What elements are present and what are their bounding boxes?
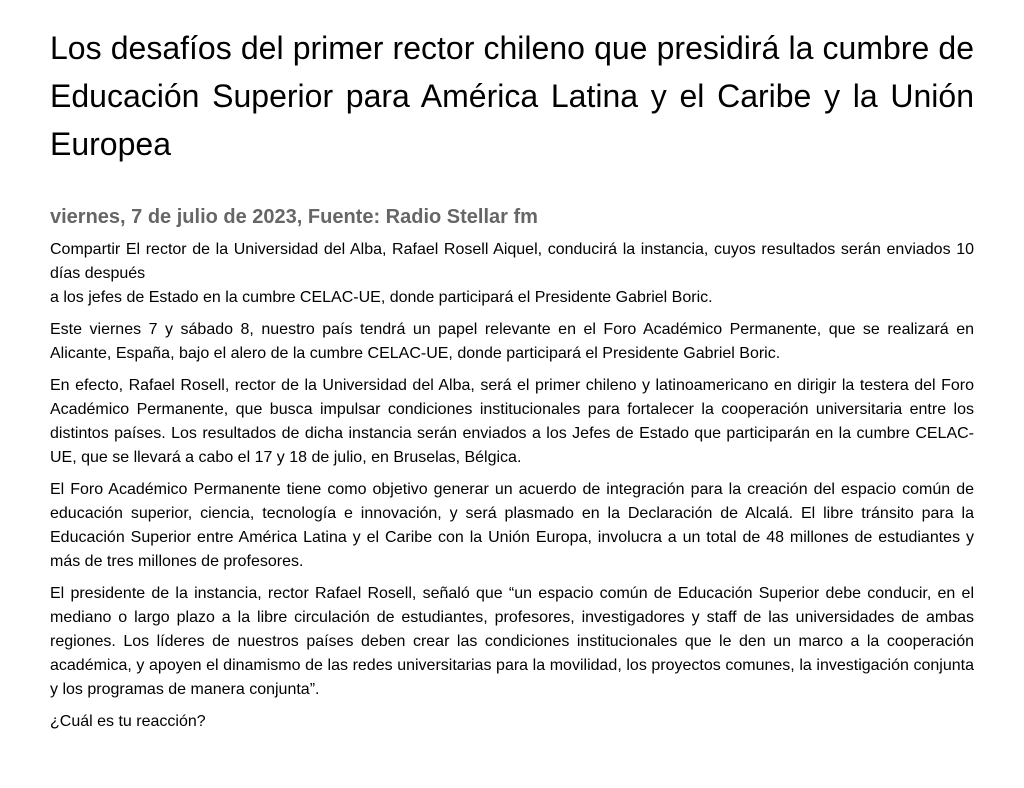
body-paragraph: En efecto, Rafael Rosell, rector de la Universidad del Alba, será el primer chileno y latinoamericano en dirigir la testera del Foro Académico Permanente, que busca impulsar condiciones institucionales para fortalecer la cooperación universitaria entre los distintos países. Los resultados de dicha instancia serán enviados a los Jefes de Estado que participarán en la cumbre CELAC-UE, que se llevará a cabo el 17 y 18 de julio, en Bruselas, Bélgica. — [50, 377, 974, 466]
lead-line: a los jefes de Estado en la cumbre CELAC-UE, donde participará el Presidente Gabriel Boric. — [50, 289, 713, 306]
body-paragraph: El presidente de la instancia, rector Rafael Rosell, señaló que “un espacio común de Educación Superior debe conducir, en el mediano o largo plazo a la libre circulación de estudiantes, profesores, investigadores y staff de las universidades de ambas regiones. Los líderes de nuestros países deben crear las condiciones institucionales que le den un marco a la cooperación académica, y apoyen el dinamismo de las redes universitarias para la movilidad, los proyectos comunes, la investigación conjunta y los programas de manera conjunta”. — [50, 585, 974, 698]
lead-paragraph — [50, 238, 974, 310]
article — [50, 24, 974, 734]
lead-line: Compartir El rector de la Universidad del Alba, Rafael Rosell Aiquel, conducirá la instancia, cuyos resultados serán enviados 10 días después — [50, 241, 974, 282]
body-paragraph: El Foro Académico Permanente tiene como objetivo generar un acuerdo de integración para la creación del espacio común de educación superior, ciencia, tecnología e innovación, y será plasmado en la Declaración de Alcalá. El libre tránsito para la Educación Superior entre América Latina y el Caribe con la Unión Europa, involucra a un total de 48 millones de estudiantes y más de tres millones de profesores. — [50, 481, 974, 570]
article-meta: viernes, 7 de julio de 2023, Fuente: Radio Stellar fm — [50, 206, 538, 228]
reaction-prompt: ¿Cuál es tu reacción? — [50, 713, 206, 730]
article-title: Los desafíos del primer rector chileno que presidirá la cumbre de Educación Superior para América Latina y el Caribe y la Unión Europea — [50, 30, 974, 162]
body-paragraph: Este viernes 7 y sábado 8, nuestro país tendrá un papel relevante en el Foro Académico Permanente, que se realizará en Alicante, España, bajo el alero de la cumbre CELAC-UE, donde participará el Presidente Gabriel Boric. — [50, 321, 974, 362]
article-body — [50, 238, 974, 734]
